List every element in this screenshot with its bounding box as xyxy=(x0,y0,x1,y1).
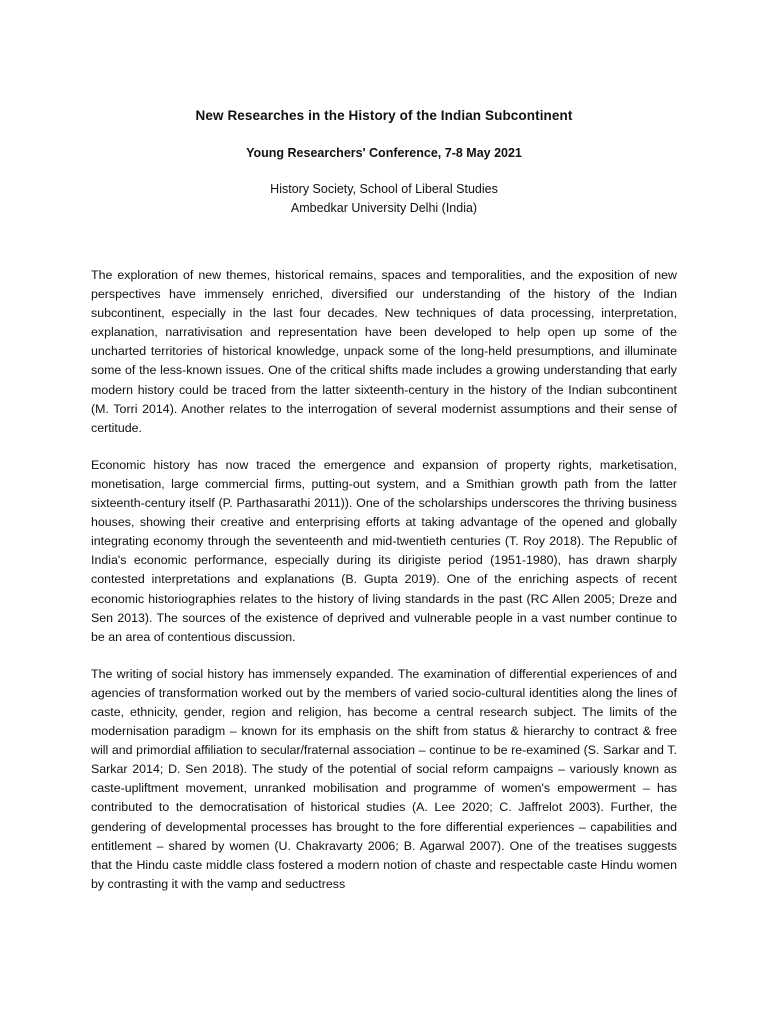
paragraph-2: Economic history has now traced the emergence and expansion of property rights, marketisation, monetisation, large commercial firms, putting-out system, and a Smithian growth path from the latter sixteenth-century itself (P. Parthasarathi 2011)). One of the scholarships underscores the thriving business houses, showing their creative and enterprising efforts at taking advantage of the opened and globally integrating economy through the seventeenth and mid-twentieth centuries (T. Roy 2018). The Republic of India's economic performance, especially during its dirigiste period (1951-1980), has drawn sharply contested interpretations and explanations (B. Gupta 2019). One of the enriching aspects of recent economic historiographies relates to the history of living standards in the past (RC Allen 2005; Dreze and Sen 2013). The sources of the existence of deprived and vulnerable people in a vast number continue to be an area of contentious discussion. xyxy=(91,457,677,644)
organizer-line-1: History Society, School of Liberal Studies xyxy=(270,182,498,196)
organizer-block xyxy=(0,180,768,218)
paragraph-3: The writing of social history has immensely expanded. The examination of differential experiences of and agencies of transformation worked out by the members of varied socio-cultural identities along the lines of caste, ethnicity, gender, region and religion, has become a central research subject. The limits of the modernisation paradigm – known for its emphasis on the shift from status & hierarchy to contract & free will and primordial affiliation to secular/fraternal association – continue to be re-examined (S. Sarkar and T. Sarkar 2014; D. Sen 2018). The study of the potential of social reform campaigns – variously known as caste-upliftment movement, unranked mobilisation and programme of women's empowerment – has contributed to the democratisation of historical studies (A. Lee 2020; C. Jaffrelot 2003). Further, the gendering of developmental processes has brought to the fore differential experiences – capabilities and entitlement – shared by women (U. Chakravarty 2006; B. Agarwal 2007). One of the treatises suggests that the Hindu caste middle class fostered a modern notion of chaste and respectable caste Hindu women by contrasting it with the vamp and seductress xyxy=(91,666,677,891)
organizer-line-2: Ambedkar University Delhi (India) xyxy=(290,201,478,215)
paragraph-1: The exploration of new themes, historical remains, spaces and temporalities, and the exposition of new perspectives have immensely enriched, diversified our understanding of the history of the Indian subcontinent, especially in the last four decades. New techniques of data processing, interpretation, explanation, narrativisation and representation have been developed to help open up some of the uncharted territories of historical knowledge, unpack some of the long-held presumptions, and illuminate some of the less-known issues. One of the critical shifts made includes a growing understanding that early modern history could be traced from the latter sixteenth-century in the history of the Indian subcontinent (M. Torri 2014). Another relates to the interrogation of several modernist assumptions and their sense of certitude. xyxy=(91,268,677,435)
body-text xyxy=(91,266,677,912)
conference-subtitle: Young Researchers' Conference, 7-8 May 2021 xyxy=(246,146,522,160)
document-title: New Researches in the History of the Indian Subcontinent xyxy=(195,108,573,123)
